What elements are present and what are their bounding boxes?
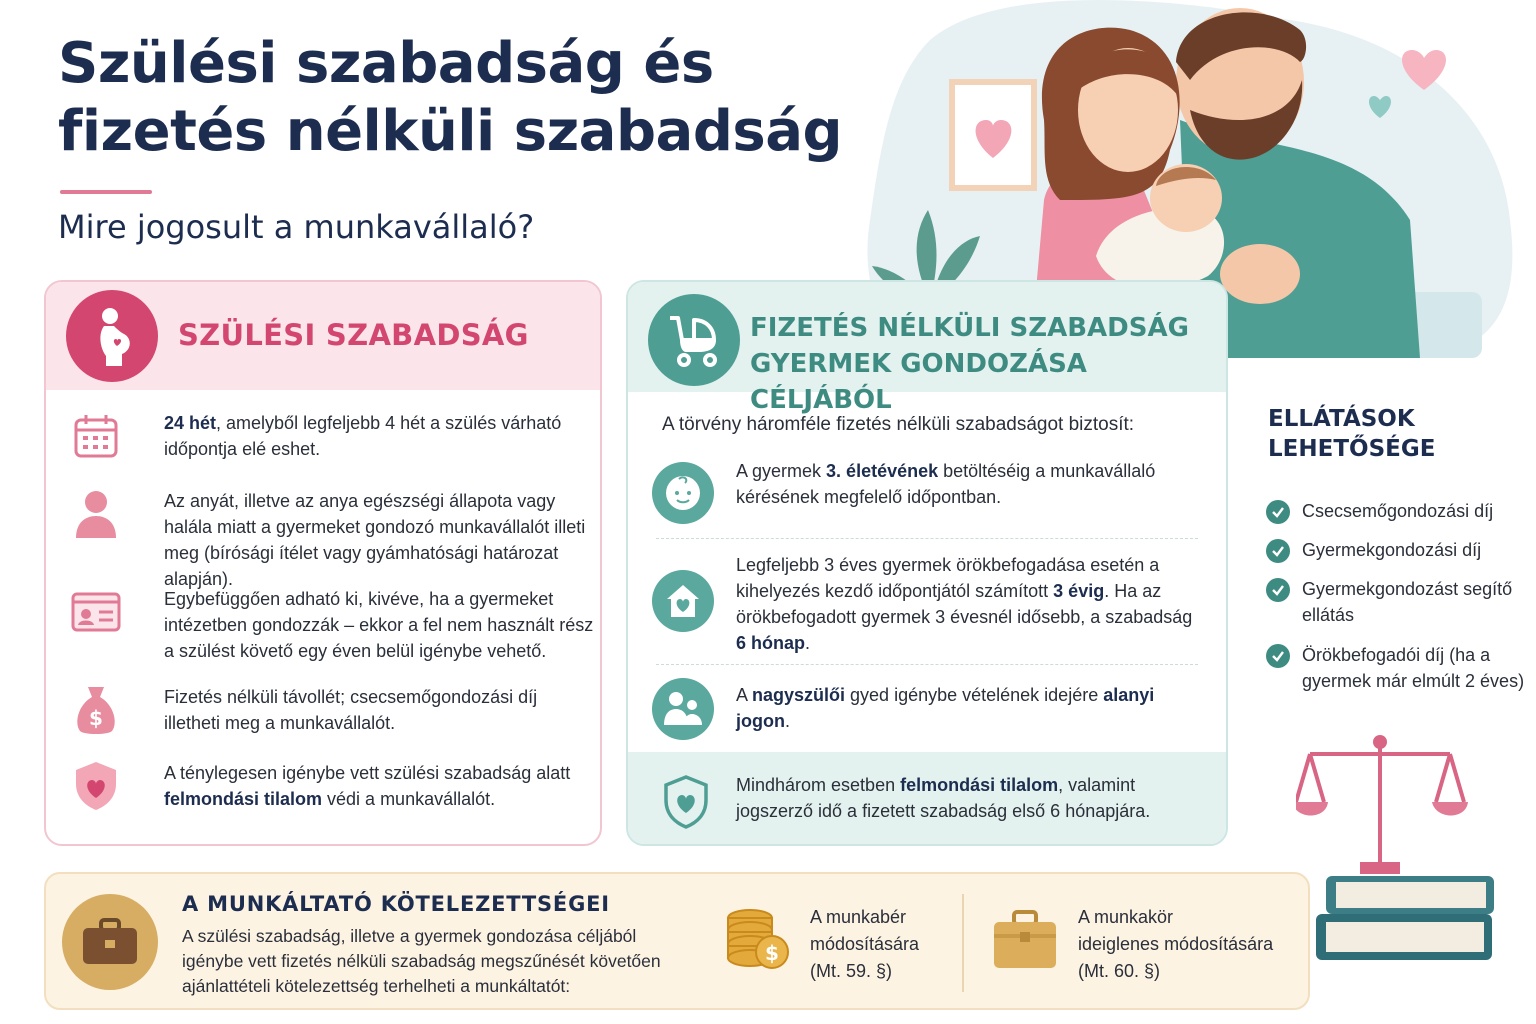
employer-title: A MUNKÁLTATÓ KÖTELEZETTSÉGEI — [182, 892, 610, 916]
benefits-title-line-2: LEHETŐSÉGE — [1268, 436, 1436, 462]
adoption-text-c: . Ha az örökbefogadott gyermek 3 évesnél idősebb, a szabadság — [736, 581, 1193, 627]
unpaid-leave-card — [626, 280, 1228, 846]
grandparent-text-a: A — [736, 685, 753, 705]
grandparent-text-e: . — [784, 711, 790, 731]
calendar-icon — [70, 410, 122, 462]
grandparent-right-highlight: alanyi jogon — [736, 685, 1155, 731]
job-line-1: A munkakör — [1078, 907, 1174, 927]
band-divider — [962, 894, 964, 992]
coins-icon — [724, 904, 790, 974]
page-subtitle: Mire jogosult a munkavállaló? — [58, 208, 535, 246]
divider — [656, 664, 1198, 665]
stroller-icon — [648, 294, 740, 386]
wage-line-3: (Mt. 59. §) — [810, 961, 893, 981]
age-three-text-c: betöltéséig a munkavállaló kérésének megfelelő időpontban. — [736, 461, 1156, 507]
check-icon — [1266, 500, 1290, 524]
grandparent-text-c: gyed igénybe vételének idejére — [845, 685, 1104, 705]
protection-text-end: védi a munkavállalót. — [322, 789, 496, 809]
job-line-2: ideiglenes módosítására — [1078, 934, 1274, 954]
id-card-icon — [70, 586, 122, 638]
unpaid-card-footer — [628, 752, 1226, 846]
shield-heart-icon — [70, 760, 122, 812]
benefits-title — [1268, 404, 1435, 464]
grandparent-highlight: nagyszülői — [752, 685, 846, 705]
scale-and-books-icon — [1296, 732, 1506, 992]
divider — [656, 538, 1198, 539]
svg-text:$: $ — [89, 706, 103, 730]
svg-text:$: $ — [765, 941, 779, 965]
check-icon — [1266, 578, 1290, 602]
adoption-highlight-years: 3 évig — [1053, 581, 1105, 601]
unpaid-intro: A törvény háromféle fizetés nélküli szabadságot biztosít: — [662, 414, 1135, 435]
title-line-2: fizetés nélküli szabadság — [58, 99, 843, 164]
pregnant-woman-icon — [66, 290, 158, 382]
footer-text-a: Mindhárom esetben — [736, 775, 901, 795]
adoption-text-e: . — [805, 633, 811, 653]
grandparent-child-icon — [652, 678, 714, 740]
unpaid-card-title — [750, 310, 1226, 418]
maternity-card-header — [46, 282, 600, 390]
job-line-3: (Mt. 60. §) — [1078, 961, 1161, 981]
person-icon — [70, 488, 122, 540]
protection-text-start: A ténylegesen igénybe vett szülési szabadság alatt — [164, 763, 571, 783]
employer-obligations-band — [44, 872, 1310, 1010]
check-icon — [1266, 539, 1290, 563]
unpaid-card-header — [628, 282, 1226, 415]
baby-face-icon — [652, 462, 714, 524]
wage-line-1: A munkabér — [810, 907, 907, 927]
page-title — [58, 30, 918, 166]
adoption-text-a: Legfeljebb 3 éves gyermek örökbefogadása esetén a kihelyezés kezdő időpontjától számított — [736, 555, 1160, 601]
unpaid-title-line-2: GYERMEK GONDOZÁSA CÉLJÁBÓL — [750, 349, 1087, 415]
maternity-leave-card — [44, 280, 602, 846]
maternity-card-title: SZÜLÉSI SZABADSÁG — [178, 318, 529, 352]
title-underline — [60, 190, 152, 194]
briefcase-icon — [992, 904, 1058, 974]
age-three-highlight: 3. életévének — [826, 461, 939, 481]
employer-text: A szülési szabadság, illetve a gyermek gondozása céljából igénybe vett fizetés nélküli szabadság megszűnését követően ajánlattételi kötelezettség terhelheti a munkáltatót: — [182, 926, 661, 996]
unpaid-title-line-1: FIZETÉS NÉLKÜLI SZABADSÁG — [750, 313, 1189, 343]
duration-text: , amelyből legfeljebb 4 hét a szülés várható időpontja elé eshet. — [164, 413, 562, 459]
money-bag-icon — [70, 684, 122, 736]
adoption-highlight-months: 6 hónap — [736, 633, 806, 653]
continuity-text: Egybefüggően adható ki, kivéve, ha a gyermeket intézetben gondozzák – ekkor a fel nem használt rész a szülést követő egy éven belül igénybe vehető. — [164, 589, 594, 661]
allowance-text: Fizetés nélküli távollét; csecsemőgondozási díj illetheti meg a munkavállalót. — [164, 687, 538, 733]
house-heart-icon — [652, 570, 714, 632]
protection-highlight: felmondási tilalom — [164, 789, 323, 809]
footer-highlight: felmondási tilalom — [900, 775, 1059, 795]
duration-highlight: 24 hét — [164, 413, 217, 433]
footer-text-c: , valamint jogszerző idő a fizetett szabadság első 6 hónapjára. — [736, 775, 1151, 821]
title-line-1: Szülési szabadság és — [58, 31, 714, 96]
benefits-title-line-1: ELLÁTÁSOK — [1268, 406, 1415, 432]
age-three-text-a: A gyermek — [736, 461, 827, 481]
briefcase-icon — [62, 894, 158, 990]
eligibility-text: Az anyát, illetve az anya egészségi állapota vagy halála miatt a gyermeket gondozó munkavállalót illeti meg (bírósági ítélet vagy gyámhatósági határozat alapján). — [164, 491, 586, 589]
check-icon — [1266, 644, 1290, 668]
shield-heart-icon — [658, 772, 714, 832]
wage-line-2: módosítására — [810, 934, 920, 954]
